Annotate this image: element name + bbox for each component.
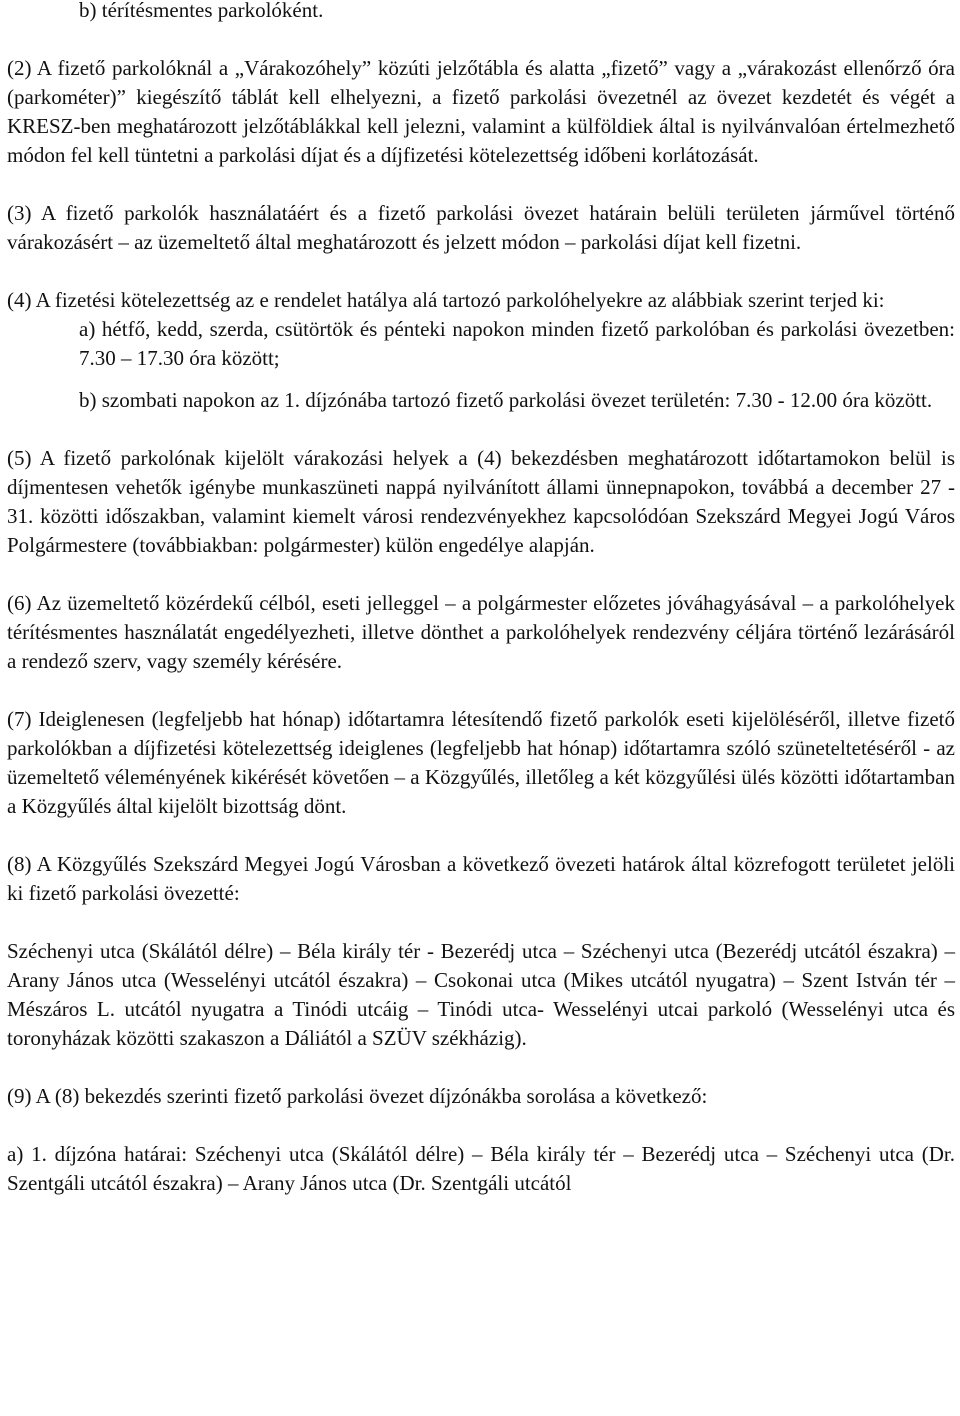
paragraph-7: (7) Ideiglenesen (legfeljebb hat hónap) időtartamra létesítendő fizető parkolók eseti kijelöléséről, illetve fizető parkolókban a díjfizetési kötelezettség ideiglenes (legfeljebb hat hónap) időtartamra szóló szüneteltetéséről - az üzemeltető véleményének kikérését követően – a Közgyűlés, illetőleg a két közgyűlési ülés közötti időtartamban a Közgyűlés által kijelölt bizottság dönt. xyxy=(7,707,955,818)
paragraph-4b: b) szombati napokon az 1. díjzónába tartozó fizető parkolási övezet területén: 7.30 - 12.00 óra között. xyxy=(79,388,933,412)
paragraph-2: (2) A fizető parkolóknál a „Várakozóhely” közúti jelzőtábla és alatta „fizető” vagy a „várakozást ellenőrző óra (parkométer)” kiegészítő táblát kell elhelyezni, a fizető parkolási övezetnél az övezet kezdetét és végét a KRESZ-ben meghatározott jelzőtáblákkal kell jelezni, valamint a külföldiek által is nyilvánvalóan értelmezhető módon fel kell tüntetni a parkolási díjat és a díjfizetési kötelezettség időbeni korlátozását. xyxy=(7,56,955,167)
document-page xyxy=(7,0,955,1198)
paragraph-4a: a) hétfő, kedd, szerda, csütörtök és pénteki napokon minden fizető parkolóban és parkolási övezetben: 7.30 – 17.30 óra között; xyxy=(79,317,955,370)
paragraph-8: (8) A Közgyűlés Szekszárd Megyei Jogú Városban a következő övezeti határok által közrefogott területet jelöli ki fizető parkolási övezetté: xyxy=(7,852,955,905)
paragraph-9a: a) 1. díjzóna határai: Széchenyi utca (Skálától délre) – Béla király tér – Bezerédj utca – Széchenyi utca (Dr. Szentgáli utcától északra) – Arany János utca (Dr. Szentgáli utcától xyxy=(7,1142,955,1195)
paragraph-4: (4) A fizetési kötelezettség az e rendelet hatálya alá tartozó parkolóhelyekre az alábbiak szerint terjed ki: xyxy=(7,288,885,312)
paragraph-6: (6) Az üzemeltető közérdekű célból, eseti jelleggel – a polgármester előzetes jóváhagyásával – a parkolóhelyek térítésmentes használatát engedélyezheti, illetve dönthet a parkolóhelyek rendezvény céljára történő lezárásáról a rendező szerv, vagy személy kérésére. xyxy=(7,591,955,673)
paragraph-b-top: b) térítésmentes parkolóként. xyxy=(79,0,324,22)
paragraph-3: (3) A fizető parkolók használatáért és a fizető parkolási övezet határain belüli területen járművel történő várakozásért – az üzemeltető által meghatározott és jelzett módon – parkolási díjat kell fizetni. xyxy=(7,201,955,254)
paragraph-5: (5) A fizető parkolónak kijelölt várakozási helyek a (4) bekezdésben meghatározott időtartamokon belül is díjmentesen vehetők igénybe munkaszüneti nappá nyilvánított állami ünnepnapokon, továbbá a december 27 - 31. közötti időszakban, valamint kiemelt városi rendezvényekhez kapcsolódóan Szekszárd Megyei Jogú Város Polgármestere (továbbiakban: polgármester) külön engedélye alapján. xyxy=(7,446,955,557)
paragraph-8-list: Széchenyi utca (Skálától délre) – Béla király tér - Bezerédj utca – Széchenyi utca (Bezerédj utcától északra) – Arany János utca (Wesselényi utcától északra) – Csokonai utca (Mikes utcától nyugatra) – Szent István tér – Mészáros L. utcától nyugatra a Tinódi utcáig – Tinódi utca- Wesselényi utcai parkoló (Wesselényi utca és toronyházak közötti szakaszon a Dáliától a SZÜV székházig). xyxy=(7,939,955,1050)
paragraph-9: (9) A (8) bekezdés szerinti fizető parkolási övezet díjzónákba sorolása a következő: xyxy=(7,1084,708,1108)
